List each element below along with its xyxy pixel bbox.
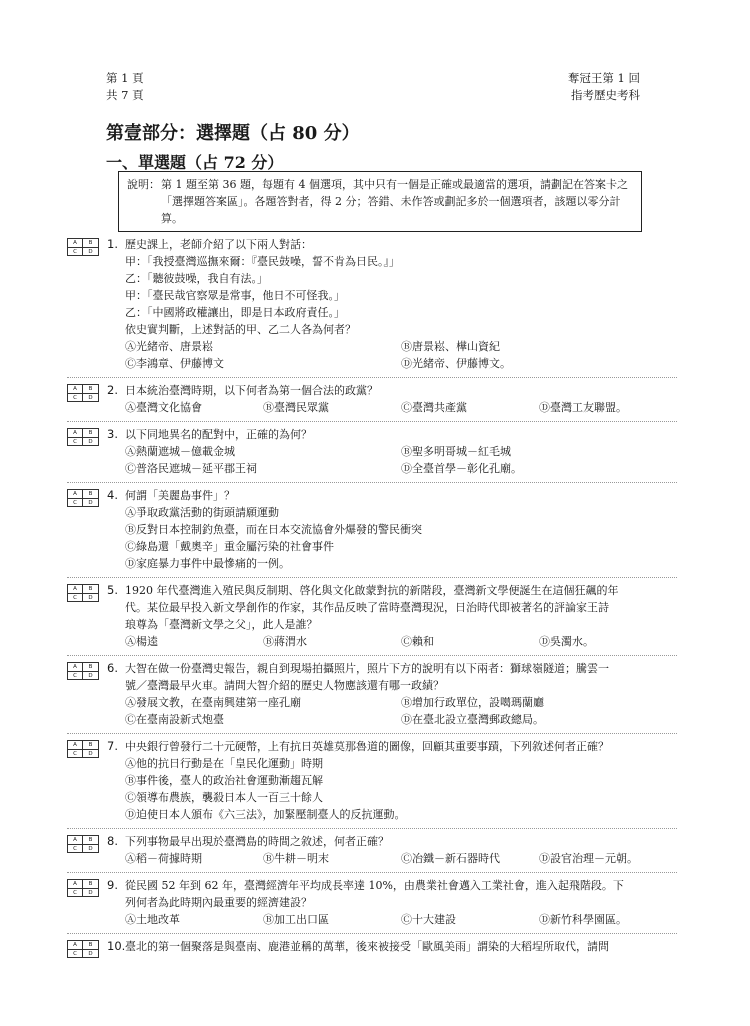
answer-bubble: B — [83, 429, 98, 438]
answer-bubble: A — [68, 490, 83, 499]
question-line: 中央銀行曾發行二十元硬幣，上有抗日英雄莫那魯道的圖像，回顧其重要事蹟，下列敘述何者正確？ — [125, 740, 609, 753]
answer-bubble-grid — [67, 428, 99, 446]
question-body — [125, 938, 677, 955]
option-list — [125, 694, 677, 728]
answer-bubble: D — [88, 890, 93, 896]
question-number: 7. — [107, 739, 118, 753]
option-item: Ⓐ稻－荷據時期 — [125, 852, 202, 865]
question-item — [67, 421, 677, 482]
question-number: 6. — [107, 661, 118, 675]
answer-bubble: C — [68, 845, 83, 853]
answer-bubble-grid — [67, 740, 99, 758]
question-item — [67, 377, 677, 421]
question-line: 歷史課上，老師介紹了以下兩人對話： — [125, 238, 312, 251]
answer-bubble-grid — [67, 384, 99, 402]
option-item: Ⓒ賴和 — [401, 635, 434, 648]
option-item: Ⓒ在臺南設新式炮臺 — [125, 713, 224, 726]
answer-bubble: B — [83, 880, 98, 889]
option-item: Ⓒ領導布農族，襲殺日本人一百三十餘人 — [125, 791, 323, 804]
question-line: 臺北的第一個聚落是與臺南、鹿港並稱的萬華，後來被接受「歐風美雨」謂染的大稻埕所取代，請問 — [125, 940, 609, 953]
option-list — [125, 911, 677, 928]
question-line: 以下同地異名的配對中，正確的為何？ — [125, 428, 312, 441]
option-list — [125, 338, 677, 372]
instructions-label: 說明： — [127, 178, 160, 191]
part-title: 第壹部分：選擇題（占 80 分） — [106, 123, 360, 144]
question-item — [67, 933, 677, 960]
question-body — [125, 426, 677, 477]
answer-bubble: C — [68, 672, 83, 680]
option-item: Ⓑ加工出口區 — [263, 913, 329, 926]
question-item — [67, 482, 677, 577]
question-number: 2. — [107, 383, 118, 397]
option-item: Ⓓ在臺北設立臺灣郵政總局。 — [401, 713, 544, 726]
question-line: 何謂「美麗島事件」？ — [125, 489, 235, 502]
answer-bubble-grid — [67, 835, 99, 853]
option-item: Ⓓ光緒帝、伊藤博文。 — [401, 357, 511, 370]
question-line: 從民國 52 年到 62 年，臺灣經濟年平均成長率達 10%，由農業社會邁入工業社會，進入起飛階段。下 — [125, 879, 624, 892]
question-line: 代。某位最早投入新文學創作的作家，其作品反映了當時臺灣現況，日治時代即被著名的評論家王詩 — [125, 601, 609, 614]
page-number: 第 1 頁 — [106, 71, 144, 85]
question-body — [125, 833, 677, 867]
section-title: 一、單選題（占 72 分） — [106, 153, 284, 172]
option-item: Ⓑ蔣渭水 — [263, 635, 307, 648]
option-item: Ⓓ家庭暴力事件中最慘痛的一例。 — [125, 557, 290, 570]
option-item: Ⓑ聖多明哥城－紅毛城 — [401, 445, 511, 458]
answer-bubble: D — [88, 395, 93, 401]
question-line: 號／臺灣最早火車。請問大智介紹的歷史人物應該還有哪一政績？ — [125, 679, 444, 692]
answer-bubble: A — [68, 429, 83, 438]
answer-bubble: D — [88, 951, 93, 957]
question-item — [67, 733, 677, 828]
option-item: Ⓐ臺灣文化協會 — [125, 401, 202, 414]
option-list — [125, 443, 677, 477]
question-list — [67, 236, 677, 960]
answer-bubble: D — [88, 751, 93, 757]
option-item: Ⓓ迫使日本人頒布《六三法》，加緊壓制臺人的反抗運動。 — [125, 808, 406, 821]
answer-bubble-grid — [67, 879, 99, 897]
question-number: 8. — [107, 834, 118, 848]
option-item: Ⓒ綠島還「戴奧辛」重金屬污染的社會事件 — [125, 540, 334, 553]
option-list — [125, 633, 677, 650]
question-body — [125, 582, 677, 650]
question-number: 9. — [107, 878, 118, 892]
option-item: Ⓑ臺灣民眾黨 — [263, 401, 329, 414]
question-item — [67, 236, 677, 377]
question-line: 琅尊為「臺灣新文學之父」，此人是誰？ — [125, 618, 318, 631]
answer-bubble: D — [88, 439, 93, 445]
question-line: 列何者為此時期內最重要的經濟建設？ — [125, 896, 312, 909]
option-item: Ⓐ土地改革 — [125, 913, 180, 926]
header-right — [568, 70, 640, 104]
answer-bubble: B — [83, 836, 98, 845]
question-line: 下列事物最早出現於臺灣島的時間之敘述，何者正確？ — [125, 835, 389, 848]
option-item: Ⓓ新竹科學園區。 — [539, 913, 627, 926]
answer-bubble: C — [68, 499, 83, 507]
option-item: Ⓓ吳濁水。 — [539, 635, 594, 648]
option-item: Ⓑ增加行政單位，設噶瑪蘭廳 — [401, 696, 544, 709]
question-number: 10. — [107, 939, 126, 953]
answer-bubble: B — [83, 490, 98, 499]
answer-bubble: A — [68, 385, 83, 394]
answer-bubble: C — [68, 438, 83, 446]
question-line: 大智在做一份臺灣史報告，親自到現場拍攝照片，照片下方的說明有以下兩者：獅球嶺隧道；騰雲一 — [125, 662, 609, 675]
option-item: Ⓑ反對日本控制釣魚臺，而在日本交流協會外爆發的警民衝突 — [125, 523, 422, 536]
question-body — [125, 236, 677, 372]
option-item: Ⓐ熱蘭遮城－億載金城 — [125, 445, 235, 458]
answer-bubble: A — [68, 663, 83, 672]
exam-series: 奪冠王第 1 回 — [567, 71, 640, 85]
option-item: Ⓓ設官治理－元朝。 — [539, 852, 638, 865]
answer-bubble: A — [68, 239, 83, 248]
instructions-box — [118, 171, 642, 232]
question-item — [67, 872, 677, 933]
question-item — [67, 577, 677, 655]
answer-bubble: C — [68, 750, 83, 758]
header-left — [106, 70, 144, 104]
answer-bubble: A — [68, 880, 83, 889]
answer-bubble: A — [68, 836, 83, 845]
question-line: 依史實判斷，上述對話的甲、乙二人各為何者？ — [125, 323, 356, 336]
option-item: Ⓐ光緒帝、唐景崧 — [125, 340, 213, 353]
question-number: 1. — [107, 237, 118, 251]
answer-bubble: D — [88, 673, 93, 679]
answer-bubble: D — [88, 249, 93, 255]
question-number: 4. — [107, 488, 118, 502]
answer-bubble-grid — [67, 584, 99, 602]
option-item: Ⓓ全臺首學－彰化孔廟。 — [401, 462, 522, 475]
option-item: Ⓒ十大建設 — [401, 913, 456, 926]
option-list — [125, 504, 677, 572]
answer-bubble: C — [68, 889, 83, 897]
answer-bubble: B — [83, 385, 98, 394]
option-item: Ⓒ臺灣共產黨 — [401, 401, 467, 414]
answer-bubble: B — [83, 741, 98, 750]
answer-bubble: D — [88, 595, 93, 601]
option-item: Ⓒ普洛民遮城－延平郡王祠 — [125, 462, 257, 475]
question-item — [67, 828, 677, 872]
answer-bubble-grid — [67, 940, 99, 958]
option-item: Ⓑ牛耕－明末 — [263, 852, 329, 865]
instructions-text: 第 1 題至第 36 題，每題有 4 個選項，其中只有一個是正確或最適當的選項，請劃記在答案卡之「選擇題答案區」。各題答對者，得 2 分；答錯、未作答或劃記多於一個選項者，該題以零分計算。 — [161, 178, 628, 225]
question-line: 乙：「中國將政權讓出，即是日本政府責任。」 — [125, 306, 345, 319]
option-list — [125, 399, 677, 416]
exam-subject: 指考歷史考科 — [571, 88, 640, 102]
option-item: Ⓓ臺灣工友聯盟。 — [539, 401, 627, 414]
question-body — [125, 738, 677, 823]
answer-bubble: A — [68, 741, 83, 750]
option-list — [125, 850, 677, 867]
answer-bubble: B — [83, 585, 98, 594]
option-item: Ⓐ他的抗日行動是在「皇民化運動」時期 — [125, 757, 323, 770]
option-item: Ⓑ事件後，臺人的政治社會運動漸趨瓦解 — [125, 774, 323, 787]
answer-bubble: C — [68, 950, 83, 958]
question-item — [67, 655, 677, 733]
option-item: Ⓐ楊逵 — [125, 635, 158, 648]
question-number: 3. — [107, 427, 118, 441]
question-body — [125, 877, 677, 928]
answer-bubble: C — [68, 394, 83, 402]
option-item: Ⓒ李鴻章、伊藤博文 — [125, 357, 224, 370]
question-number: 5. — [107, 583, 118, 597]
question-line: 日本統治臺灣時期，以下何者為第一個合法的政黨？ — [125, 384, 378, 397]
question-line: 甲：「臺民哉官察眾是常事，他日不可怪我。」 — [125, 289, 345, 302]
answer-bubble: C — [68, 248, 83, 256]
answer-bubble-grid — [67, 662, 99, 680]
answer-bubble: A — [68, 941, 83, 950]
answer-bubble: B — [83, 941, 98, 950]
answer-bubble: C — [68, 594, 83, 602]
option-item: Ⓑ唐景崧、樺山資紀 — [401, 340, 500, 353]
answer-bubble: D — [88, 846, 93, 852]
answer-bubble-grid — [67, 489, 99, 507]
question-body — [125, 487, 677, 572]
option-item: Ⓒ冶鐵－新石器時代 — [401, 852, 500, 865]
answer-bubble: B — [83, 663, 98, 672]
question-line: 1920 年代臺灣進入殖民與反制期、啓化與文化啟蒙對抗的新階段，臺灣新文學便誕生在這個狂飆的年 — [125, 584, 619, 597]
answer-bubble: A — [68, 585, 83, 594]
question-body — [125, 382, 677, 416]
question-line: 乙：「聽彼鼓噪，我自有法。」 — [125, 272, 268, 285]
answer-bubble: D — [88, 500, 93, 506]
question-body — [125, 660, 677, 728]
answer-bubble-grid — [67, 238, 99, 256]
question-line: 甲：「我授臺灣巡撫來爾：『臺民鼓噪，誓不肯為日民。』」 — [125, 255, 400, 268]
page-total: 共 7 頁 — [106, 88, 144, 102]
option-list — [125, 755, 677, 823]
answer-bubble: B — [83, 239, 98, 248]
option-item: Ⓐ爭取政黨活動的街頭請願運動 — [125, 506, 279, 519]
option-item: Ⓐ發展文教，在臺南興建第一座孔廟 — [125, 696, 301, 709]
